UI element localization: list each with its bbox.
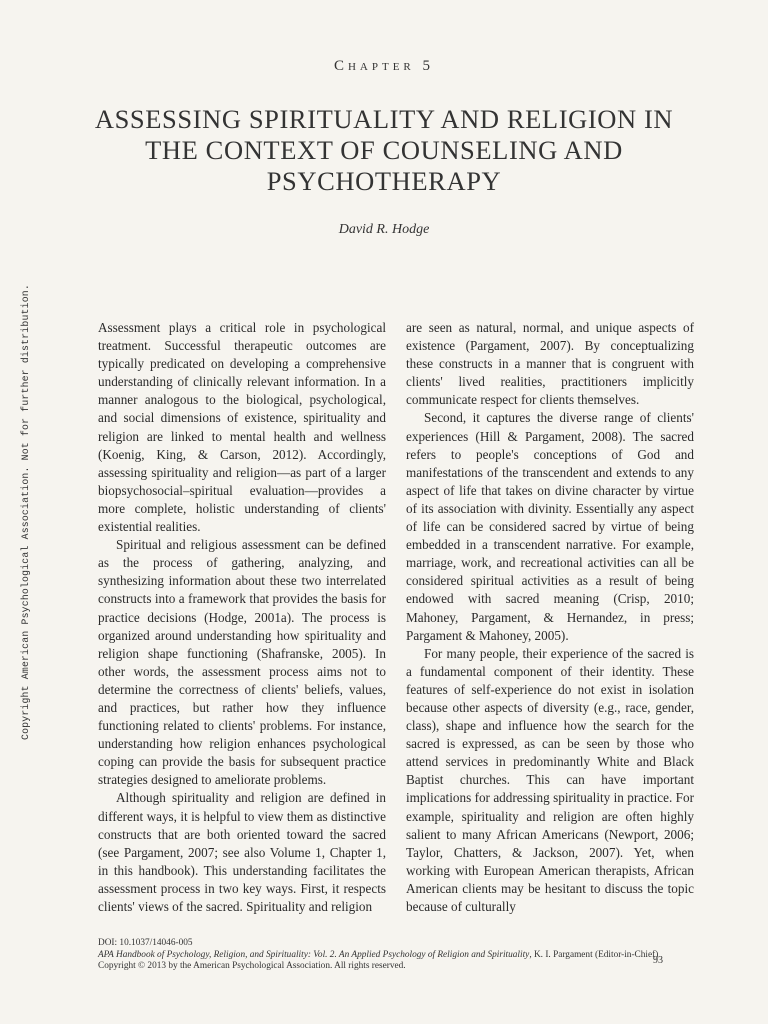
right-column [406, 319, 694, 916]
copyright-side-notice: Copyright American Psychological Association. Not for further distribution. [20, 284, 31, 740]
page-number: 93 [653, 955, 663, 966]
paragraph: are seen as natural, normal, and unique aspects of existence (Pargament, 2007). By conceptualizing these constructs in a manner that is congruent with clients' lived realities, practitioners implicitly communicate respect for clients themselves. [406, 320, 694, 408]
left-column [98, 319, 386, 916]
chapter-label: Chapter 5 [333, 58, 435, 74]
citation [98, 950, 658, 962]
doi: DOI: 10.1037/14046-005 [98, 938, 193, 948]
copyright-line: Copyright © 2013 by the American Psychological Association. All rights reserved. [98, 961, 406, 971]
paragraph: Assessment plays a critical role in psychological treatment. Successful therapeutic outcomes are typically predicated on developing a comprehensive understanding of clinically relevant information. In a manner analogous to the biological, psychological, and social dimensions of existence, spirituality and religion are linked to mental health and wellness (Koenig, King, & Carson, 2012). Accordingly, assessing spirituality and religion—as part of a larger biopsychosocial–spiritual evaluation—provides a more complete, holistic understanding of clients' existential realities. [98, 320, 386, 535]
paragraph: For many people, their experience of the sacred is a fundamental component of their identity. These features of self-experience do not exist in isolation because other aspects of diversity (e.g., race, gender, class), shape and influence how the search for the sacred is expressed, as can be seen by those who attend services in predominantly White and Black Baptist churches. This can have important implications for addressing spirituality in practice. For example, spirituality and religion are often highly salient to many African Americans (Newport, 2006; Taylor, Chatters, & Jackson, 2007). Yet, when working with European American therapists, African American clients may be hesitant to discuss the topic because of culturally [406, 645, 694, 914]
paragraph: Second, it captures the diverse range of clients' experiences (Hill & Pargament, 2008). The sacred refers to people's conceptions of God and manifestations of the transcendent and extends to any aspect of life that takes on divine character by virtue of its association with divinity. Essentially any aspect of life can be considered sacred by virtue of being embedded in a transcendent narrative. For example, marriage, work, and recreational activities can all be considered spiritual activities as a result of being endowed with sacred meaning (Crisp, 2010; Mahoney, Pargament, & Hernandez, in press; Pargament & Mahoney, 2005). [406, 410, 694, 643]
footer [98, 938, 658, 973]
citation-editor: , K. I. Pargament (Editor-in-Chief) [529, 949, 659, 960]
paragraph: Although spirituality and religion are defined in different ways, it is helpful to view them as distinctive constructs that are both oriented toward the sacred (see Pargament, 2007; see also Volume 1, Chapter 1, in this handbook). This understanding facilitates the assessment process in two key ways. First, it respects clients' views of the sacred. Spirituality and religion [98, 790, 386, 914]
citation-title: APA Handbook of Psychology, Religion, and Spirituality: Vol. 2. An Applied Psychology of Religion and Spirituality [98, 949, 530, 960]
paragraph: Spiritual and religious assessment can be defined as the process of gathering, analyzing, and synthesizing information about these two interrelated constructs into a framework that provides the basis for practice decisions (Hodge, 2001a). The process is organized around understanding how spirituality and religion shape functioning (Shafranske, 2005). In other words, the assessment process aims not to determine the correctness of clients' beliefs, values, and practices, but rather how they influence functioning related to clients' problems. For instance, understanding how religion enhances psychological coping can provide the basis for subsequent practice strategies designed to ameliorate problems. [98, 537, 386, 788]
author-name: David R. Hodge [338, 222, 430, 237]
chapter-title: ASSESSING SPIRITUALITY AND RELIGION IN THE CONTEXT OF COUNSELING AND PSYCHOTHERAPY [94, 104, 674, 196]
